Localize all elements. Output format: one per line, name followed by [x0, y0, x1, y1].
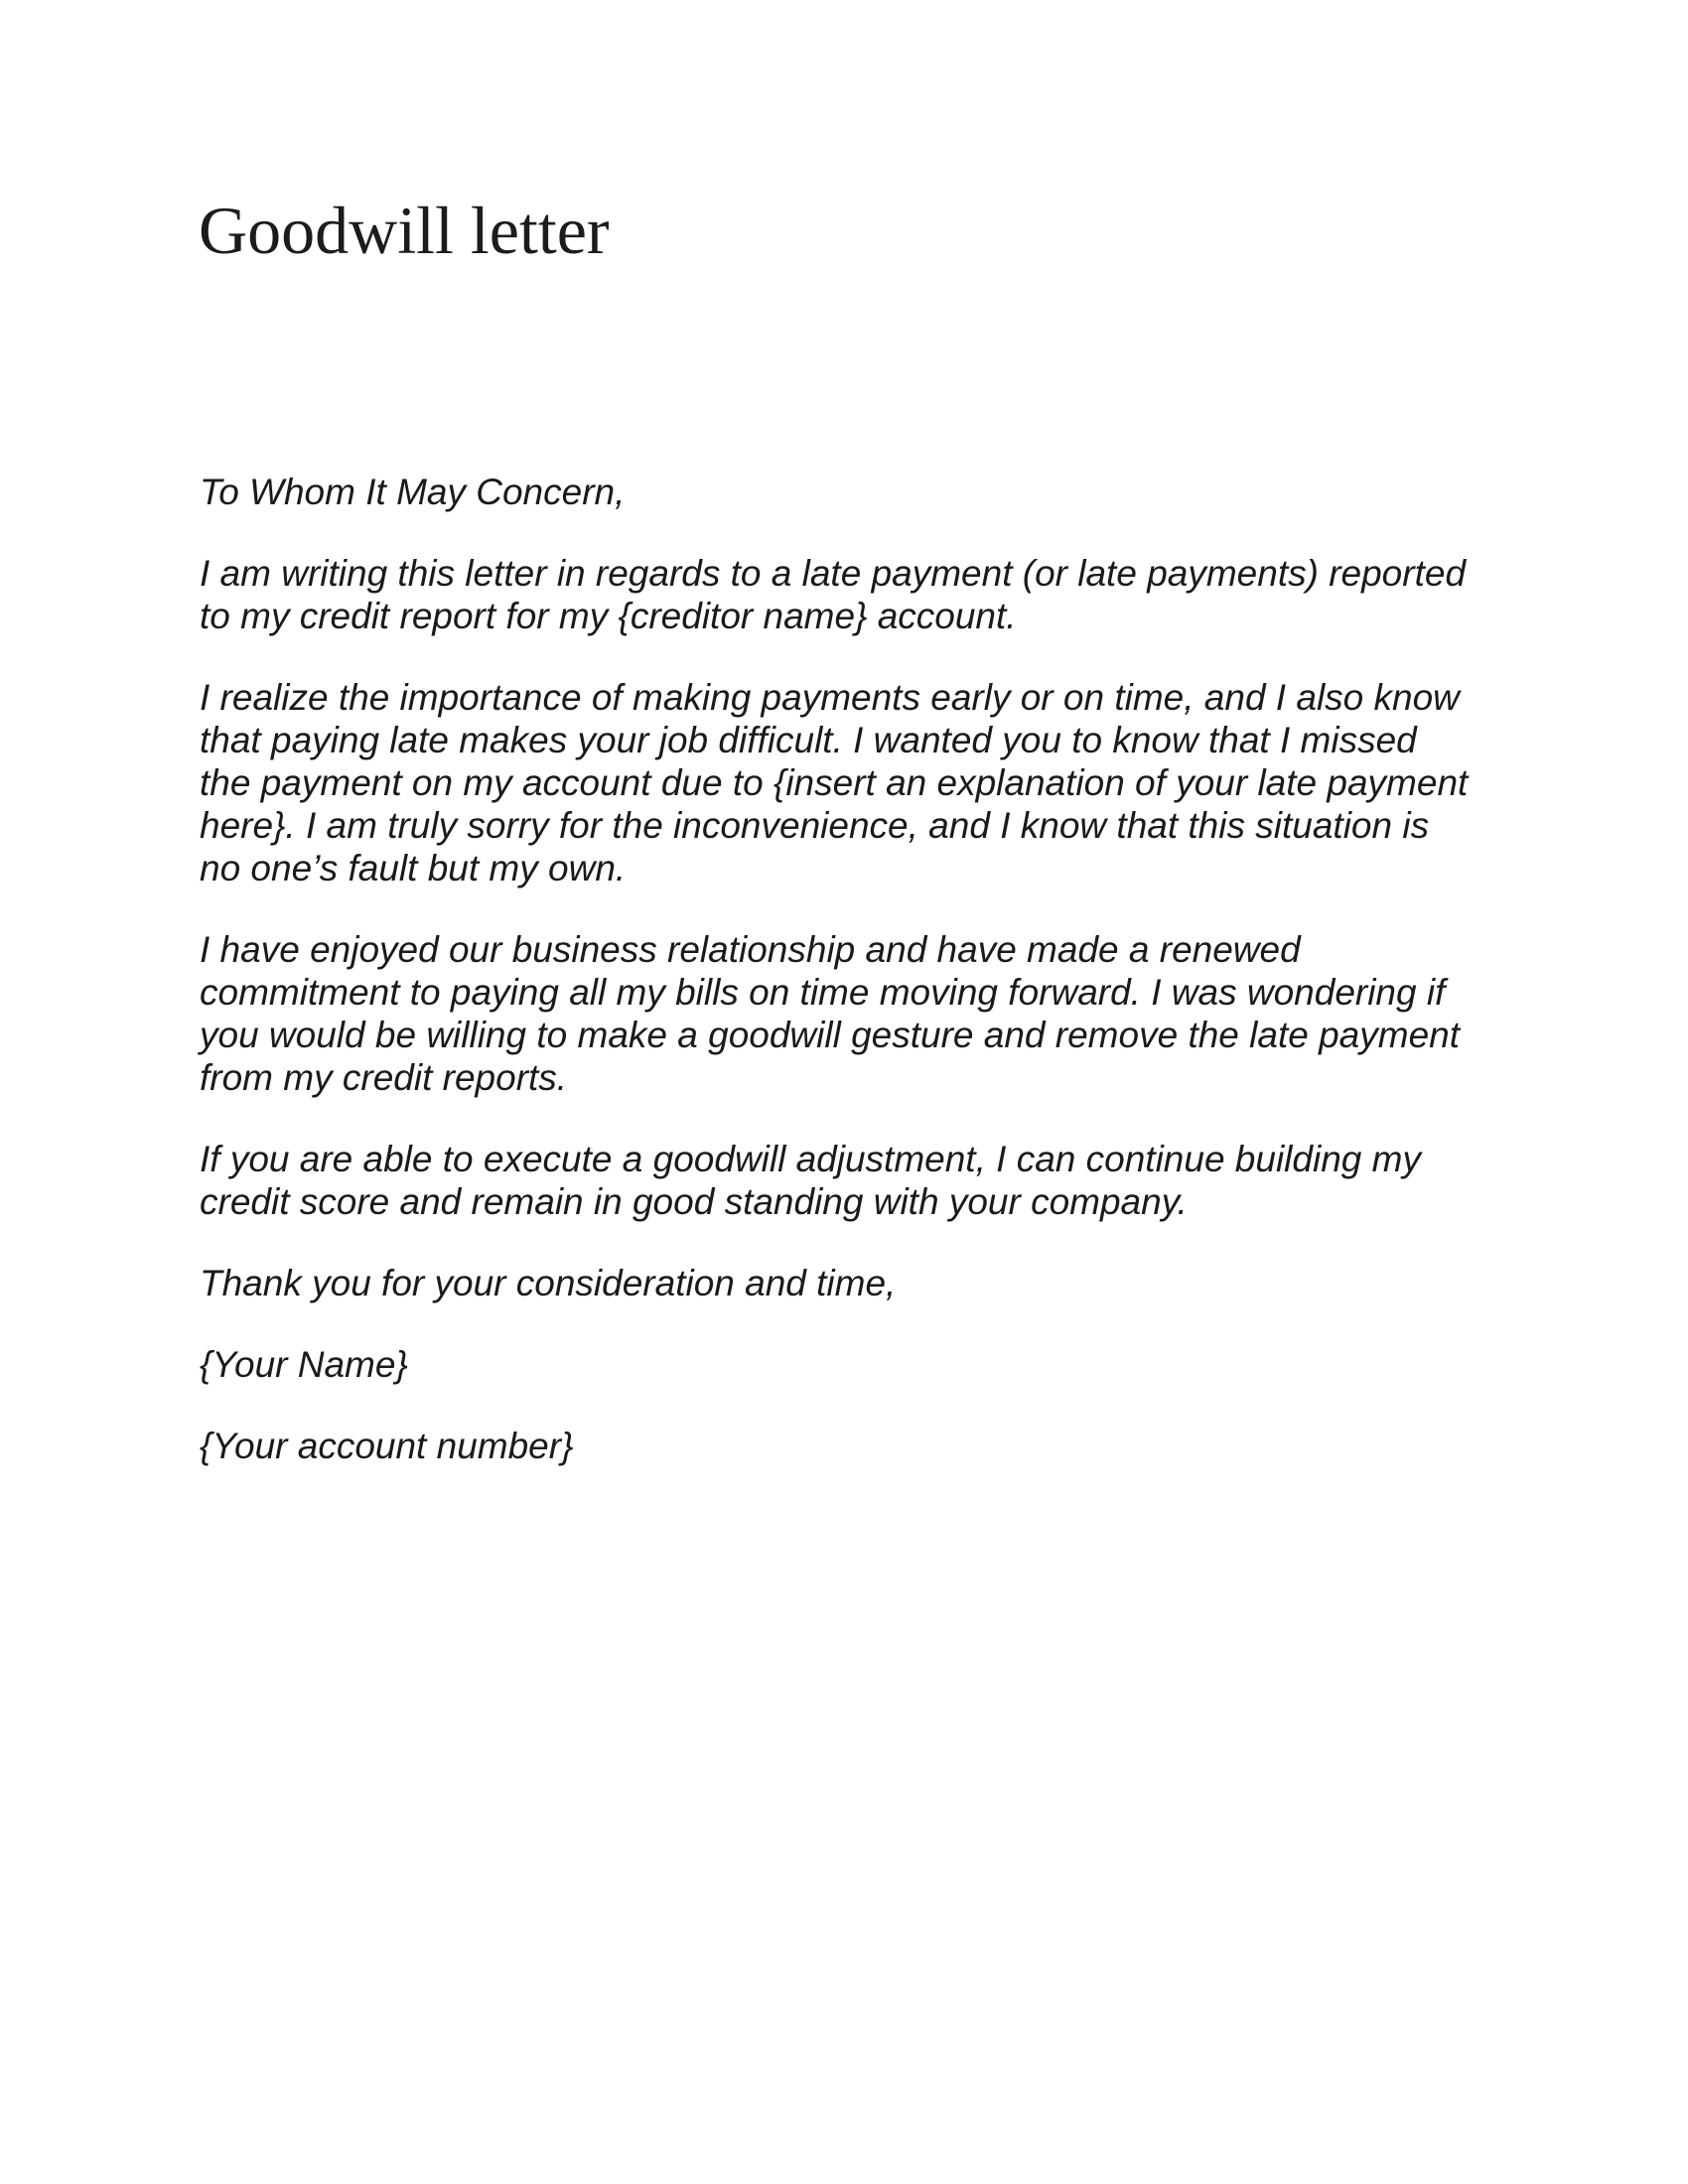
- letter-body: [200, 471, 1510, 1506]
- paragraph-line: here}. I am truly sorry for the inconvenience, and I know that this situation is: [200, 805, 1430, 846]
- paragraph-line: no one’s fault but my own.: [200, 848, 627, 888]
- closing: [200, 1262, 1510, 1304]
- paragraph-line: If you are able to execute a goodwill adjustment, I can continue building my: [200, 1139, 1421, 1179]
- paragraph-line: credit score and remain in good standing with your company.: [200, 1181, 1188, 1222]
- paragraph-line: commitment to paying all my bills on time moving forward. I was wondering if: [200, 972, 1446, 1013]
- paragraph-request: [200, 928, 1510, 1099]
- paragraph-line: the payment on my account due to {insert an explanation of your late payment: [200, 762, 1469, 803]
- account-number: [200, 1425, 1510, 1467]
- paragraph-line: from my credit reports.: [200, 1057, 568, 1098]
- paragraph-line: I am writing this letter in regards to a late payment (or late payments) reported: [200, 553, 1467, 594]
- account-number-line: {Your account number}: [200, 1426, 574, 1466]
- paragraph-line: I have enjoyed our business relationship and have made a renewed: [200, 929, 1301, 970]
- closing-line: Thank you for your consideration and time,: [200, 1263, 897, 1303]
- salutation-line: To Whom It May Concern,: [200, 472, 626, 512]
- paragraph-explanation: [200, 676, 1510, 889]
- paragraph-outcome: [200, 1138, 1510, 1223]
- paragraph-line: to my credit report for my {creditor name} account.: [200, 596, 1017, 636]
- document-title: Goodwill letter: [199, 193, 610, 268]
- paragraph-line: you would be willing to make a goodwill gesture and remove the late payment: [200, 1015, 1461, 1055]
- paragraph-line: I realize the importance of making payments early or on time, and I also know: [200, 677, 1460, 718]
- salutation: [200, 471, 1510, 513]
- paragraph-late-payment: [200, 552, 1510, 637]
- signature-name-line: {Your Name}: [200, 1344, 408, 1385]
- paragraph-line: that paying late makes your job difficult. I wanted you to know that I missed: [200, 720, 1417, 760]
- signature-name: [200, 1343, 1510, 1386]
